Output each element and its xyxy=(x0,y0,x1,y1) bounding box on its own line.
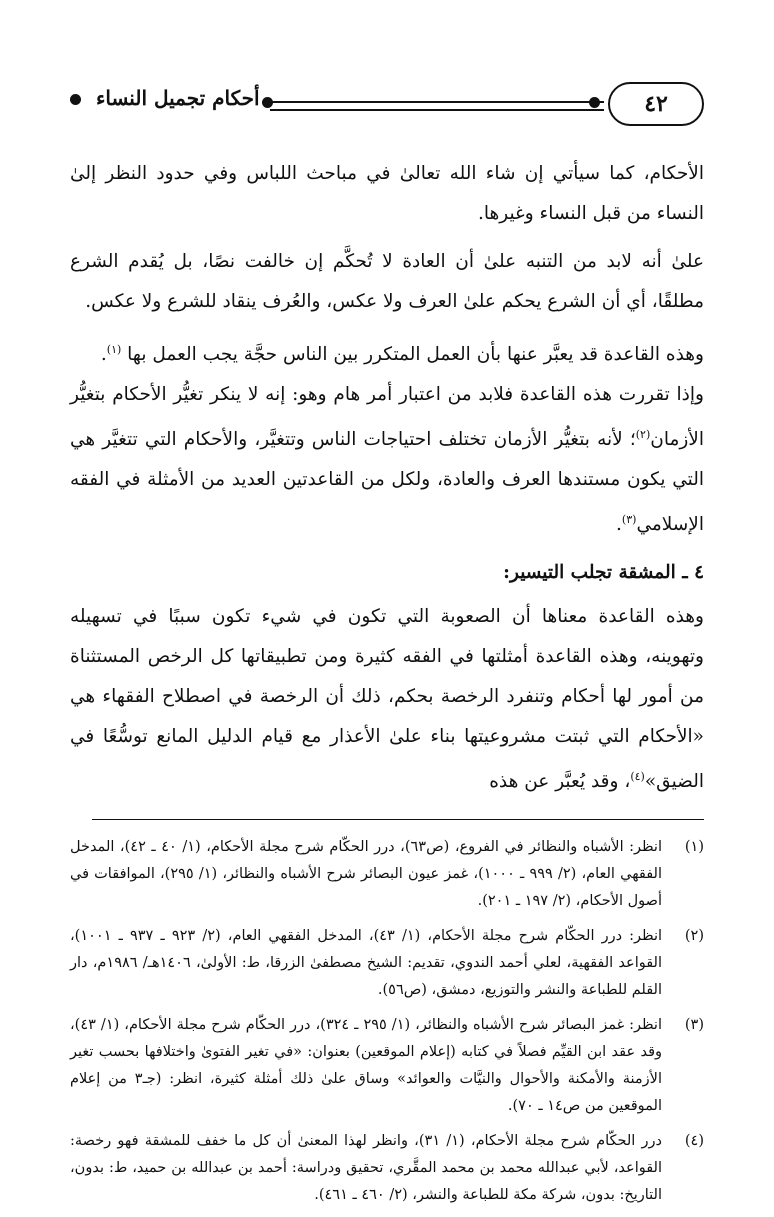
footnote-text: انظر: الأشباه والنظائر في الفروع، (ص٦٣)، درر الحكّام شرح مجلة الأحكام، (١/ ٤٠ ـ ٤٢)، المدخل الفقهي العام، (٢/ ٩٩٩ ـ ١٠٠٠)، غمز عيون البصائر شرح الأشباه والنظائر، (١/ ٢٩٥)، الموافقات في أصول الأحكام، (٢/ ١٩٧ ـ ٢٠١). xyxy=(70,838,662,909)
paragraph xyxy=(70,375,704,545)
ornament-dot-icon xyxy=(70,94,81,105)
header-rule xyxy=(270,101,604,111)
page-header xyxy=(70,82,704,128)
footnote xyxy=(70,1128,704,1209)
footnote-text: انظر: درر الحكّام شرح مجلة الأحكام، (١/ ٤٣)، المدخل الفقهي العام، (٢/ ٩٢٣ ـ ٩٣٧ ـ ١٠٠١)، القواعد الفقهية، لعلي أحمد الندوي، تقديم: الشيخ مصطفىٰ الزرقا، ط: الأولىٰ، ١٤٠٦هـ/ ١٩٨٦م، دار القلم للطباعة والنشر والتوزيع، دمشق، (ص٥٦). xyxy=(70,927,663,998)
footnote-ref[interactable]: (٢) xyxy=(635,428,651,442)
book-page xyxy=(70,82,704,1217)
footnote-number: (٤) xyxy=(684,1132,704,1149)
paragraph xyxy=(70,330,704,375)
footnote-divider xyxy=(92,819,704,820)
footnotes xyxy=(70,834,704,1209)
section-heading: ٤ ـ المشقة تجلب التيسير: xyxy=(503,562,704,584)
paragraph xyxy=(70,597,704,802)
footnote-text: انظر: غمز البصائر شرح الأشباه والنظائر، (١/ ٢٩٥ ـ ٣٢٤)، درر الحكّام شرح مجلة الأحكام، (١/ ٤٣)، وقد عقد ابن القيِّم فصلاً في كتابه (إعلام الموقعين) بعنوان: «في تغير الفتوىٰ واختلافها بحسب تغير الأزمنة والأمكنة والأحوال والنيَّات والعوائد» وساق علىٰ ذلك أمثلة كثيرة، انظر: (جـ٣ من إعلام الموقعين من ص١٤ ـ ٧٠). xyxy=(70,1016,662,1114)
paragraph-text: وهذه القاعدة قد يعبَّر عنها بأن العمل المتكرر بين الناس حجَّة يجب العمل بها xyxy=(127,344,704,366)
paragraph-text: ؛ لأنه بتغيُّر الأزمان تختلف احتياجات الناس وتتغيَّر، والأحكام التي تتغيَّر هي التي يكون مستندها العرف والعادة، ولكل من القاعدتين العديد من الأمثلة في الفقه الإسلامي xyxy=(70,429,704,536)
footnote xyxy=(70,1012,704,1120)
footnote-number: (٣) xyxy=(684,1016,704,1033)
footnote-ref[interactable]: (٣) xyxy=(621,513,637,527)
footnote-ref[interactable]: (٤) xyxy=(630,770,645,784)
footnote-number: (٢) xyxy=(684,927,704,944)
footnote xyxy=(70,834,704,915)
paragraph: علىٰ أنه لابد من التنبه علىٰ أن العادة لا تُحكَّم إن خالفت نصًا، بل يُقدم الشرع مطلقًا، أي أن الشرع يحكم علىٰ العرف ولا عكس، والعُرف ينقاد للشرع ولا عكس. xyxy=(70,251,704,312)
page-number: ٤٢ xyxy=(608,82,704,126)
book-title xyxy=(70,86,260,110)
ornament-dot xyxy=(262,97,273,108)
book-title-text: أحكام تجميل النساء xyxy=(95,86,260,110)
footnote-number: (١) xyxy=(684,838,704,855)
paragraph: الأحكام، كما سيأتي إن شاء الله تعالىٰ في مباحث اللباس وفي حدود النظر إلىٰ النساء من قبل النساء وغيرها. xyxy=(70,163,704,224)
main-text xyxy=(70,154,704,803)
paragraph-end: . xyxy=(616,514,622,536)
paragraph-text: وإذا تقررت هذه القاعدة فلابد من اعتبار أمر هام وهو: إنه لا ينكر تغيُّر الأحكام بتغيُّر الأزمان xyxy=(70,384,704,451)
footnote-text: درر الحكّام شرح مجلة الأحكام، (١/ ٣١)، وانظر لهذا المعنىٰ أن كل ما خفف للمشقة فهو رخصة: القواعد، لأبي عبدالله محمد بن محمد المقَّري، تحقيق ودراسة: أحمد بن عبدالله بن حميد، ط: بدون، التاريخ: بدون، شركة مكة للطباعة والنشر، (٢/ ٤٦٠ ـ ٤٦١). xyxy=(70,1132,662,1203)
footnote-ref[interactable]: (١) xyxy=(106,343,122,356)
paragraph-end: ، وقد يُعبَّر عن هذه xyxy=(489,771,631,793)
paragraph-end: . xyxy=(100,344,107,366)
paragraph-text: وهذه القاعدة معناها أن الصعوبة التي تكون في شيء تكون سببًا في تسهيله وتهوينه، وهذه القاعدة أمثلتها في الفقه كثيرة ومن تطبيقاتها كل الرخص المستثناة من أمور لها أحكام وتنفرد الرخصة بحكم، ذلك أن الرخصة في اصطلاح الفقهاء هي «الأحكام التي ثبتت مشروعيتها بناء علىٰ الأعذار مع قيام الدليل المانع توسُّعًا في الضيق» xyxy=(70,606,704,793)
footnote xyxy=(70,923,704,1004)
